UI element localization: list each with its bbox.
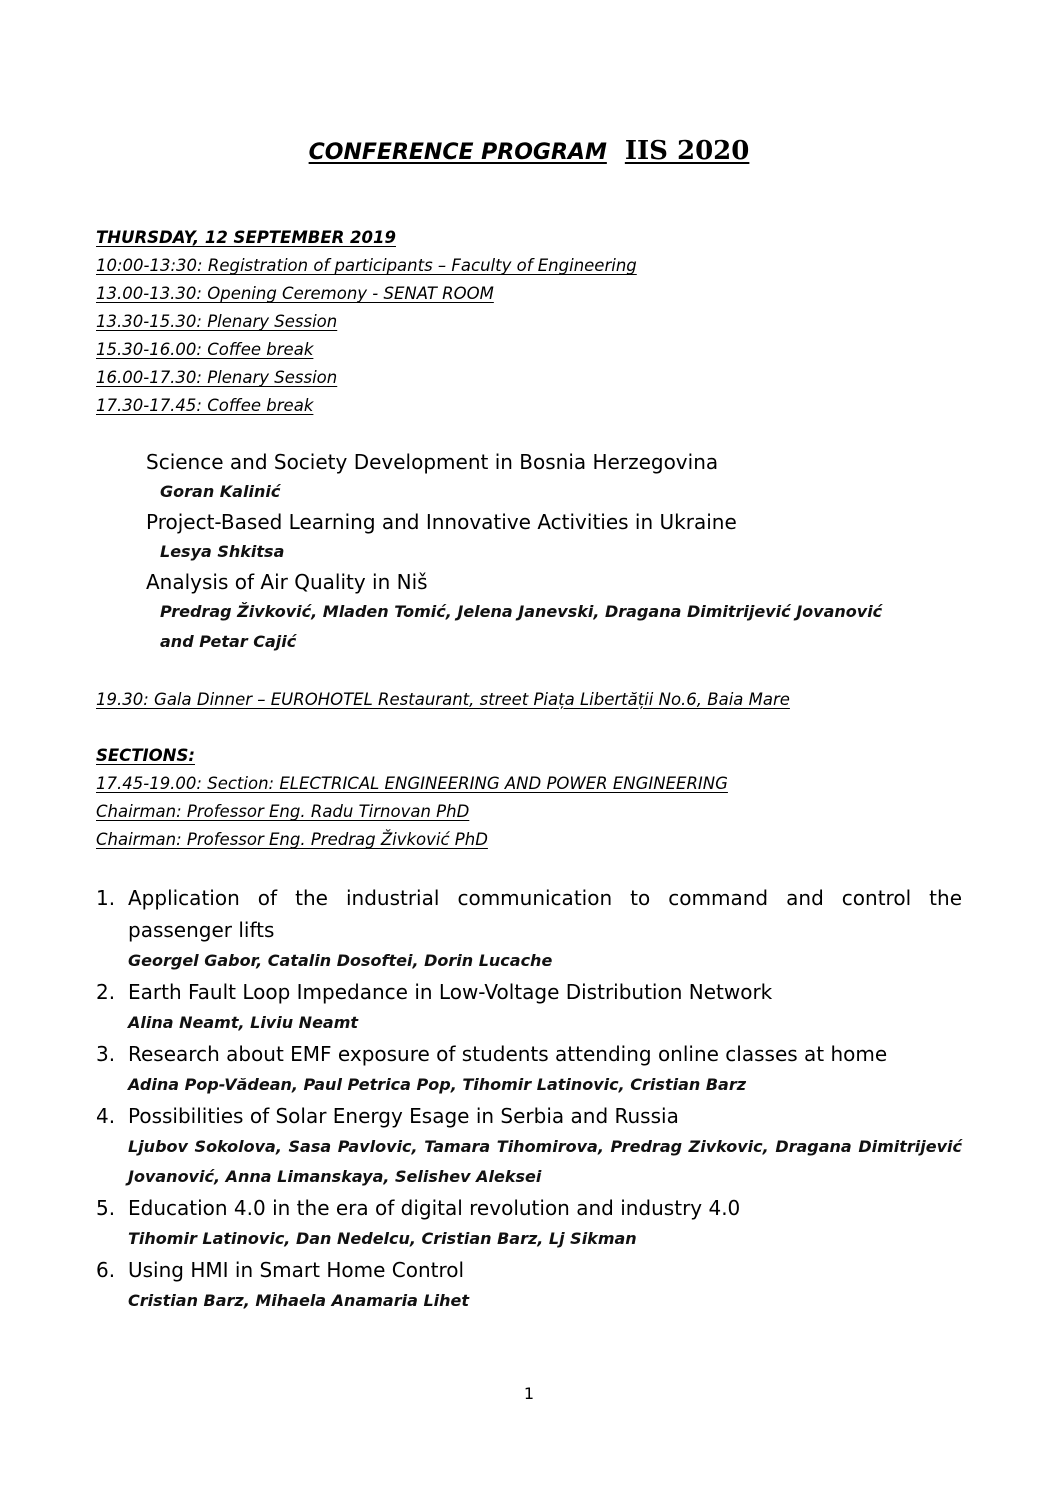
paper-title: Using HMI in Smart Home Control <box>128 1258 465 1282</box>
plenary-authors: Goran Kalinić <box>160 482 281 501</box>
plenary-authors: Predrag Živković, Mladen Tomić, Jelena Janevski, Dragana Dimitrijević Jovanović <box>160 602 883 621</box>
schedule-item: 16.00-17.30: Plenary Session <box>96 368 338 387</box>
paper-title: Research about EMF exposure of students attending online classes at home <box>128 1042 888 1066</box>
paper-authors: Alina Neamt, Liviu Neamt <box>128 1013 359 1032</box>
paper-list <box>96 882 962 1316</box>
chairman: Chairman: Professor Eng. Predrag Živković PhD <box>96 830 488 849</box>
plenary-title: Project-Based Learning and Innovative Activities in Ukraine <box>146 510 737 534</box>
schedule-item: 13.30-15.30: Plenary Session <box>96 312 338 331</box>
paper-number: 3. <box>96 1042 116 1066</box>
paper-authors: Tihomir Latinovic, Dan Nedelcu, Cristian Barz, Lj Sikman <box>128 1229 637 1248</box>
schedule-item: 15.30-16.00: Coffee break <box>96 340 314 359</box>
sections-heading: SECTIONS: <box>96 746 195 765</box>
paper-item <box>96 882 962 976</box>
schedule <box>96 224 637 420</box>
paper-item <box>96 976 962 1038</box>
title-main: CONFERENCE PROGRAM <box>308 140 607 165</box>
page-number: 1 <box>523 1384 535 1403</box>
schedule-item: 10:00-13:30: Registration of participants – Faculty of Engineering <box>96 256 637 275</box>
plenary-title: Science and Society Development in Bosnia Herzegovina <box>146 450 719 474</box>
gala-dinner <box>96 686 790 714</box>
plenary-talks <box>146 447 882 657</box>
title-code: IIS 2020 <box>624 136 750 166</box>
plenary-authors: and Petar Cajić <box>160 632 297 651</box>
plenary-title: Analysis of Air Quality in Niš <box>146 570 428 594</box>
page-title <box>0 136 1058 166</box>
schedule-item: 17.30-17.45: Coffee break <box>96 396 314 415</box>
paper-title: Earth Fault Loop Impedance in Low-Voltage Distribution Network <box>128 980 773 1004</box>
paper-authors: Georgel Gabor, Catalin Dosoftei, Dorin Lucache <box>128 951 553 970</box>
paper-item <box>96 1254 962 1316</box>
section-title: 17.45-19.00: Section: ELECTRICAL ENGINEERING AND POWER ENGINEERING <box>96 774 728 793</box>
paper-title: Possibilities of Solar Energy Esage in Serbia and Russia <box>128 1104 679 1128</box>
sections-block <box>96 742 728 854</box>
paper-authors: Adina Pop-Vădean, Paul Petrica Pop, Tihomir Latinovic, Cristian Barz <box>128 1075 747 1094</box>
paper-title: Application of the industrial communication to command and control the passenger lifts <box>128 886 962 942</box>
schedule-day: THURSDAY, 12 SEPTEMBER 2019 <box>96 228 396 247</box>
paper-title: Education 4.0 in the era of digital revolution and industry 4.0 <box>128 1196 741 1220</box>
chairman: Chairman: Professor Eng. Radu Tirnovan PhD <box>96 802 470 821</box>
gala-dinner-text: 19.30: Gala Dinner – EUROHOTEL Restaurant, street Piața Libertății No.6, Baia Mare <box>96 690 790 709</box>
paper-item <box>96 1038 962 1100</box>
paper-number: 4. <box>96 1104 116 1128</box>
plenary-authors: Lesya Shkitsa <box>160 542 285 561</box>
paper-number: 2. <box>96 980 116 1004</box>
paper-item <box>96 1100 962 1192</box>
paper-authors: Cristian Barz, Mihaela Anamaria Lihet <box>128 1291 470 1310</box>
paper-number: 6. <box>96 1258 116 1282</box>
schedule-item: 13.00-13.30: Opening Ceremony - SENAT ROOM <box>96 284 494 303</box>
paper-number: 5. <box>96 1196 116 1220</box>
paper-authors: Ljubov Sokolova, Sasa Pavlovic, Tamara Tihomirova, Predrag Zivkovic, Dragana Dimitrijević Jovanović, Anna Limanskaya, Selishev Aleksei <box>128 1137 962 1186</box>
paper-number: 1. <box>96 886 116 910</box>
paper-item <box>96 1192 962 1254</box>
